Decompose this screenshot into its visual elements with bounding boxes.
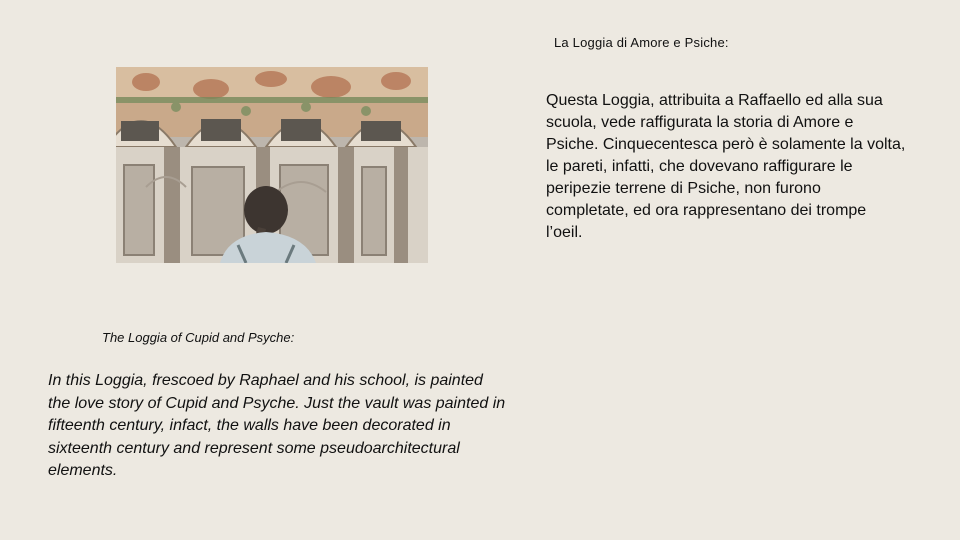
italian-title: La Loggia di Amore e Psiche: xyxy=(554,35,729,50)
english-description: In this Loggia, frescoed by Raphael and his school, is painted the love story of Cupid and Psyche. Just the vault was painted in fifteenth century, infact, the walls have been decorated in sixteenth century and represent some pseudoarchitectural elements. xyxy=(48,372,506,479)
english-title: The Loggia of Cupid and Psyche: xyxy=(102,330,295,345)
loggia-photo xyxy=(116,67,428,263)
italian-description: Questa Loggia, attribuita a Raffaello ed alla sua scuola, vede raffigurata la storia di Amore e Psiche. Cinquecentesca però è solamente la volta, le pareti, infatti, che dovevano raffigurare le peripezie terrene di Psiche, non furono completate, ed ora rappresentano dei trompe l’oeil. xyxy=(546,92,906,241)
